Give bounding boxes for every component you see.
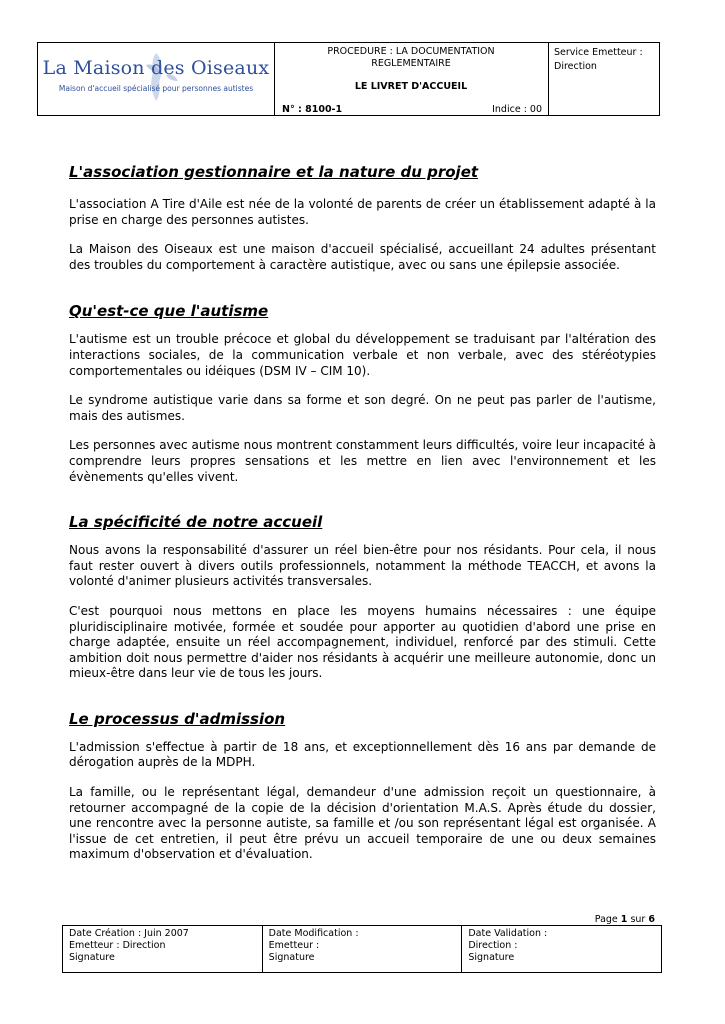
section-heading: La spécificité de notre accueil: [69, 513, 323, 532]
section-heading: Qu'est-ce que l'autisme: [69, 302, 269, 321]
document-number: N° : 8100-1: [282, 104, 343, 115]
section-autisme: [69, 300, 656, 485]
footer-line: Signature: [268, 952, 315, 963]
paragraph: La Maison des Oiseaux est une maison d'accueil spécialisé, accueillant 24 adultes présentant des troubles du comportement à caractère autistique, avec ou sans une épilepsie associée.: [69, 242, 656, 272]
paragraph: Nous avons la responsabilité d'assurer un réel bien-être pour nos résidants. Pour cela, il nous faut rester ouvert à divers outils professionnels, notamment la méthode TEACCH, et avons la volonté d'animer plusieurs activités transversales.: [69, 543, 656, 589]
logo-cell: [38, 43, 275, 115]
service-label: Service Emetteur :: [554, 47, 643, 58]
service-emitter: [554, 46, 643, 74]
footer-line: Date Modification :: [268, 928, 359, 939]
page-total: 6: [648, 914, 655, 925]
footer-line: Signature: [69, 952, 115, 963]
logo-subtitle: Maison d'accueil spécialisé pour personnes autistes: [58, 84, 254, 93]
page-separator: sur: [630, 914, 646, 925]
document-title: LE LIVRET D'ACCUEIL: [354, 81, 468, 92]
document-body: [69, 161, 656, 863]
footer-validation-cell: [462, 926, 661, 972]
service-cell: [548, 43, 659, 115]
procedure-line-1: PROCEDURE : LA DOCUMENTATION: [327, 46, 495, 57]
service-value: Direction: [554, 61, 597, 72]
footer-line: Emetteur : Direction: [69, 940, 166, 951]
procedure-text: [274, 46, 548, 70]
paragraph: C'est pourquoi nous mettons en place les moyens humains nécessaires : une équipe pluridisciplinaire motivée, formée et soudée pour apporter au quotidien d'abord une prise en charge adaptée, ensuite un réel accompagnement, individuel, renforcé par des stimuli. Cette ambition doit nous permettre d'aider nos résidants à acquérir une meilleure autonomie, donc un mieux-être dans leur vie de tous les jours.: [69, 603, 656, 681]
page-number: [595, 914, 655, 925]
paragraph: Le syndrome autistique varie dans sa forme et son degré. On ne peut pas parler de l'autisme, mais des autismes.: [69, 393, 656, 423]
footer-modification-cell: [263, 926, 463, 972]
page-current: 1: [620, 914, 628, 925]
footer-line: Emetteur :: [268, 940, 320, 951]
footer-line: Signature: [468, 952, 515, 963]
footer-line: Date Création : Juin 2007: [69, 928, 189, 939]
section-association: [69, 161, 656, 273]
page-prefix: Page: [594, 914, 618, 925]
section-heading: L'association gestionnaire et la nature du projet: [69, 163, 479, 181]
section-admission: [69, 708, 656, 863]
footer-line: Date Validation :: [468, 928, 548, 939]
section-heading: Le processus d'admission: [69, 709, 286, 728]
paragraph: L'admission s'effectue à partir de 18 ans, et exceptionnellement dès 16 ans par demande de dérogation auprès de la MDPH.: [69, 739, 656, 770]
paragraph: L'autisme est un trouble précoce et global du développement se traduisant par l'altération des interactions sociales, de la communication verbale et non verbale, avec des stéréotypies comportementales ou idéiques (DSM IV – CIM 10).: [69, 332, 656, 378]
footer-line: Direction :: [468, 940, 518, 951]
document-index: Indice : 00: [492, 104, 542, 115]
document-header: [37, 42, 660, 116]
paragraph: La famille, ou le représentant légal, demandeur d'une admission reçoit un questionnaire, à retourner accompagné de la copie de la décision d'orientation M.A.S. Après étude du dossier, une rencontre avec la personne autiste, sa famille et /ou son représentant légal est organisée. A l'issue de cet entretien, il peut être prévu un accueil temporaire de une ou deux semaines maximum d'observation et d'évaluation.: [69, 785, 656, 862]
paragraph: Les personnes avec autisme nous montrent constamment leurs difficultés, voire leur incapacité à comprendre leurs propres sensations et les mettre en lien avec l'environnement et les évènements qu'elles vivent.: [69, 438, 656, 484]
document-footer: [62, 925, 662, 973]
procedure-cell: [274, 43, 549, 115]
bird-logo-icon: [116, 45, 196, 115]
footer-creation-cell: [63, 926, 263, 972]
procedure-line-2: REGLEMENTAIRE: [371, 58, 451, 69]
paragraph: L'association A Tire d'Aile est née de la volonté de parents de créer un établissement adapté à la prise en charge des personnes autistes.: [69, 197, 656, 227]
section-specificite: [69, 511, 656, 682]
logo-title: La Maison des Oiseaux: [42, 57, 270, 79]
